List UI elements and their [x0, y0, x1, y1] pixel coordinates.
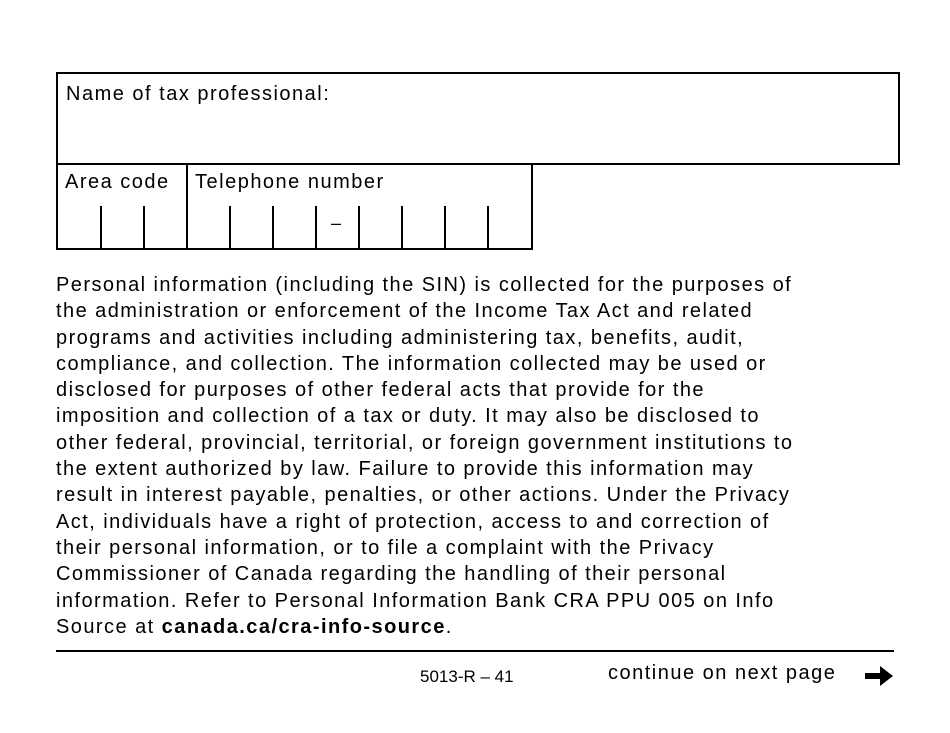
privacy-line: programs and activities including administering tax, benefits, audit,: [56, 326, 745, 349]
privacy-line: other federal, provincial, territorial, or foreign government institutions to: [56, 431, 794, 454]
telephone-field-group: [56, 163, 533, 250]
continue-on-next-page-text: continue on next page: [608, 662, 837, 684]
privacy-last-line: [56, 614, 906, 640]
privacy-line: Personal information (including the SIN) is collected for the purposes of: [56, 274, 793, 296]
telephone-digit-divider: [358, 206, 360, 248]
telephone-digit-divider: [229, 206, 231, 248]
area-code-label: Area code: [65, 171, 170, 193]
tax-professional-name-label: Name of tax professional:: [66, 83, 331, 105]
privacy-line: imposition and collection of a tax or duty. It may also be disclosed to: [56, 405, 761, 428]
privacy-line: Act, individuals have a right of protection, access to and correction of: [56, 510, 770, 533]
privacy-last-line-prefix: Source at: [56, 615, 162, 638]
telephone-digit-divider: [487, 206, 489, 248]
tax-professional-name-field[interactable]: [56, 72, 900, 165]
telephone-digit-divider: [272, 206, 274, 248]
cra-info-source-link[interactable]: canada.ca/cra-info-source: [161, 615, 446, 638]
page-number: 5013-R – 41: [420, 667, 514, 686]
privacy-line: their personal information, or to file a complaint with the Privacy: [56, 536, 715, 559]
privacy-line: compliance, and collection. The information collected may be used or: [56, 352, 767, 375]
telephone-digit-divider: [444, 206, 446, 248]
telephone-number-label: Telephone number: [195, 171, 385, 193]
area-code-separator: [186, 163, 188, 248]
area-code-digit-divider: [143, 206, 145, 248]
privacy-line: result in interest payable, penalties, or other actions. Under the Privacy: [56, 484, 791, 507]
telephone-digit-divider: [315, 206, 317, 248]
privacy-line: the administration or enforcement of the Income Tax Act and related: [56, 300, 754, 323]
privacy-notice: [56, 272, 906, 640]
footer-divider: [56, 650, 894, 652]
privacy-line: the extent authorized by law. Failure to provide this information may: [56, 458, 755, 481]
telephone-digit-divider: [401, 206, 403, 248]
privacy-line: information. Refer to Personal Information Bank CRA PPU 005 on Info: [56, 589, 775, 612]
privacy-last-line-suffix: .: [445, 615, 453, 638]
privacy-line: disclosed for purposes of other federal acts that provide for the: [56, 379, 706, 402]
right-arrow-icon: [864, 664, 894, 688]
phone-number-dash: –: [331, 213, 342, 233]
area-code-digit-divider: [100, 206, 102, 248]
privacy-line: Commissioner of Canada regarding the handling of their personal: [56, 563, 727, 586]
